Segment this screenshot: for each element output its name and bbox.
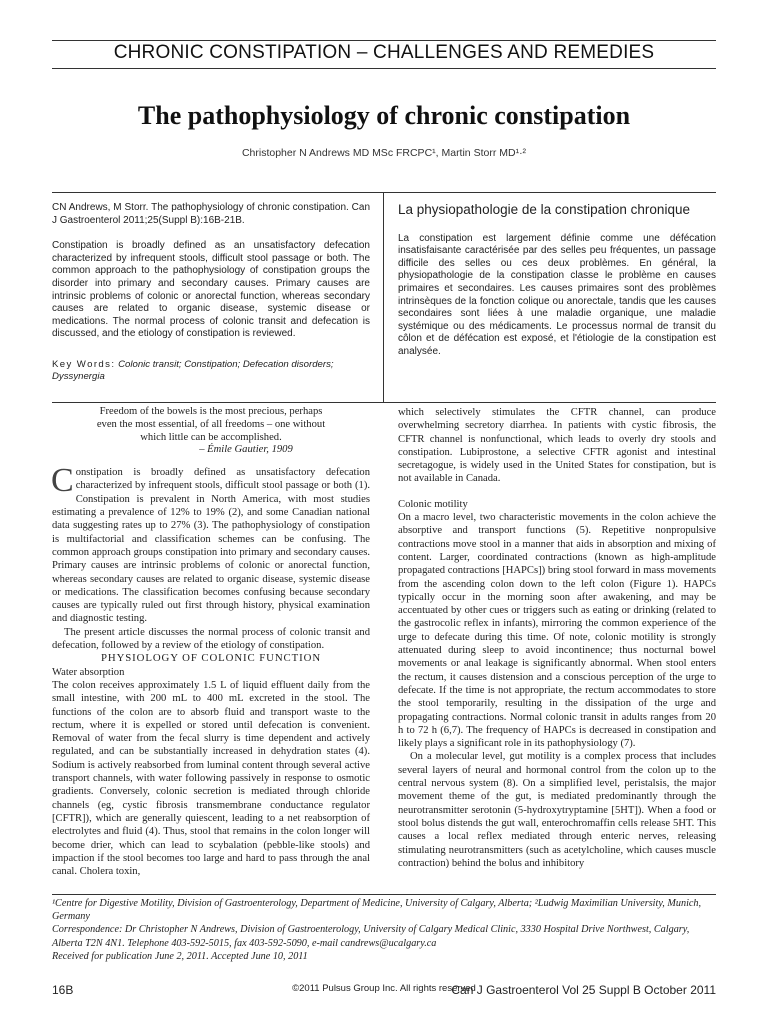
affiliations: ¹Centre for Digestive Motility, Division of Gastroenterology, Department of Medicine, University of Calgary, Alberta; ²Ludwig Maximilian University, Munich, Germany <box>52 898 702 923</box>
epigraph-line: which little can be accomplished. <box>140 431 282 443</box>
copyright: ©2011 Pulsus Group Inc. All rights reserved <box>292 983 476 994</box>
epigraph <box>52 406 370 457</box>
epigraph-attribution: – Émile Gautier, 1909 <box>199 444 293 456</box>
abstract-citation: CN Andrews, M Storr. The pathophysiology of chronic constipation. Can J Gastroenterol 2011;25(Suppl B):16B-21B. <box>52 202 370 226</box>
keywords-label: Key Words: <box>52 358 116 370</box>
subheading-colonic-motility: Colonic motility <box>398 498 468 510</box>
paragraph: On a molecular level, gut motility is a complex process that includes several layers of neural and hormonal control from the colon up to the central nervous system (8). On a simplified level, peristalsis, the major movement theme of the gut, is mediated predominantly through the neurotransmitter serotonin (5-hydroxytryptamine [5HT]). When a food or stool bolus distends the gut wall, enterochromaffin cells release 5HT. This causes a local reflex mediated through enteric nerves, releasing stimulating neurotransmitters (such as acetylcholine, which causes muscle contraction) behind the bolus and inhibitory <box>398 751 716 869</box>
received-date: Received for publication June 2, 2011. Accepted June 10, 2011 <box>52 950 308 962</box>
abstract-english <box>52 202 370 384</box>
abstract-french-title: La physiopathologie de la constipation chronique <box>398 202 690 217</box>
intro-text: onstipation is broadly defined as unsatisfactory defecation characterized by infrequent stools, difficult stool passage or both (1). Constipation is prevalent in North America, with most studies estimating a prevalence of 12% to 19% (2), and some Canadian national data suggesting rates up to 27% (3). The pathophysiology of constipation is multifactorial and classification schemes can be confusing. The common approach groups constipation into primary and secondary causes. Primary causes are intrinsic problems of colonic or anorectal function, whereas secondary causes are related to organic disease, systemic disease or medications. The classification becomes confusing because secondary causes are typically ruled out first through history, physical examination and diagnostic testing. <box>52 467 370 625</box>
page-number: 16B <box>52 983 74 997</box>
section-heading: PHYSIOLOGY OF COLONIC FUNCTION <box>100 652 322 665</box>
epigraph-line: Freedom of the bowels is the most precious, perhaps <box>99 406 323 417</box>
subheading-water-absorption: Water absorption <box>52 666 125 678</box>
abstract-french-body: La constipation est largement définie comme une défécation insatisfaisante caractérisée par des selles peu fréquentes, un passage difficile des selles ou ces deux problèmes. En général, la physiopathologie de la constipation classe le problème en causes primaires et secondaires. Les causes primaires sont des problèmes intrinsèques de la fonction colique ou anorectale, tandis que les causes secondaires sont liées à une maladie organique, une maladie systémique ou des médicaments. Le processus normal de transit du côlon et de défécation est exposé, et l'étiologie de la constipation est analysée. <box>398 232 716 357</box>
series-title: CHRONIC CONSTIPATION – CHALLENGES AND REMEDIES <box>113 42 655 63</box>
abstract-english-body: Constipation is broadly defined as an unsatisfactory defecation characterized by infrequent stools, difficult stool passage or both. The common approach to the pathophysiology of constipation groups the disorder into primary and secondary causes. Primary causes are intrinsic problems of colonic or anorectal function, whereas secondary causes are related to organic disease, systemic disease or medications. The normal process of colonic transit and defecation is discussed, and the etiology of constipation is reviewed. <box>52 240 370 340</box>
paragraph: The colon receives approximately 1.5 L of liquid effluent daily from the small intestine, with 200 mL to 400 mL excreted in the stool. The functions of the colon are to absorb fluid and transport waste to the rectum, where it is expelled or stored until defecation is convenient. Removal of water from the fecal slurry is time dependent and actively regulated, and can be substantially increased in dehydration states (4). Sodium is actively reabsorbed from luminal content through several active transport channels, with water following passively in response to osmotic gradients. Conversely, colonic secretion is mediated through chloride channels (eg, cystic fibrosis transmembrane conductance regulator [CFTR]), which are generally quiescent, leading to a net reabsorption of electrolytes and fluid (4). Thus, stool that remains in the colon longer will become drier, which can lead to scybalation (pebble-like stools) and impaction if the stool becomes too large and hard to pass through the anal canal. Cholera toxin, <box>52 679 370 878</box>
series-rule <box>52 68 716 69</box>
abstract-french <box>398 204 716 359</box>
body-column-right <box>398 406 716 870</box>
drop-cap: C <box>51 462 74 500</box>
paragraph: On a macro level, two characteristic movements in the colon achieve the absorptive and transport functions (5). Repetitive nonpropulsive contractions move stool in a manner that aids in absorption and mixing of content. Larger, coordinated contractions (known as high-amplitude propagated contractions [HAPCs]) bring stool forward in mass movements from the ascending colon down to the left colon (Figure 1). HAPCs typically occur in the morning soon after awakening, and may be accentuated by other cues or triggers such as eating or drinking (related to the gastrocolic reflex in infants), mirroring the common experience of the urge to defecate during this time. Of note, colonic motility is strongly attenuated during sleep to avoid incontinence; thus nocturnal bowel movements or anal leakage is significantly abnormal. When stool enters the rectum, it causes distension and a conscious perception of the urge to defecate. If the time is not appropriate, the rectum accommodates to store the stool temporarily, resulting in the dissipation of the urge and propagating contractions. Normal colonic transit in adults ranges from 20 h to 72 h (6,7). The frequency of HAPCs is decreased in constipation and likely plays a significant role in its pathophysiology (7). <box>398 512 716 750</box>
keywords <box>52 359 370 384</box>
intro-paragraph <box>51 462 370 626</box>
body-column-left <box>52 406 370 878</box>
paragraph: which selectively stimulates the CFTR channel, can produce overwhelming secretory diarrhea. In patients with cystic fibrosis, the CFTR channel is nonfunctional, which leads to overly dry stools and constipation. Lubiprostone, a selective CFTR agonist and intestinal secretagogue, is widely used in the United States for constipation, but is not available in Canada. <box>398 407 716 485</box>
keywords-list: Colonic transit; Constipation; Defecation disorders; Dyssynergia <box>52 358 334 383</box>
top-rule <box>52 40 716 41</box>
abstract-divider <box>383 192 384 402</box>
epigraph-line: even the most essential, of all freedoms – one without <box>96 418 326 430</box>
article-title: The pathophysiology of chronic constipation <box>137 101 631 130</box>
footnotes <box>52 897 716 963</box>
author-line: Christopher N Andrews MD MSc FRCPC¹, Martin Storr MD¹·² <box>241 147 527 159</box>
journal-citation: Can J Gastroenterol Vol 25 Suppl B October 2011 <box>451 983 716 997</box>
correspondence: Correspondence: Dr Christopher N Andrews, Division of Gastroenterology, University of Calgary Medical Clinic, 3330 Hospital Drive Northwest, Calgary, Alberta T2N 4N1. Telephone 403-592-5015, fax 403-592-5090, e-mail candrews@ucalgary.ca <box>52 924 690 949</box>
abstract-top-rule <box>52 192 716 193</box>
paragraph: The present article discusses the normal process of colonic transit and defecation, followed by a review of the etiology of constipation. <box>52 626 370 652</box>
footnote-rule <box>52 894 716 895</box>
abstract-bottom-rule <box>52 402 716 403</box>
